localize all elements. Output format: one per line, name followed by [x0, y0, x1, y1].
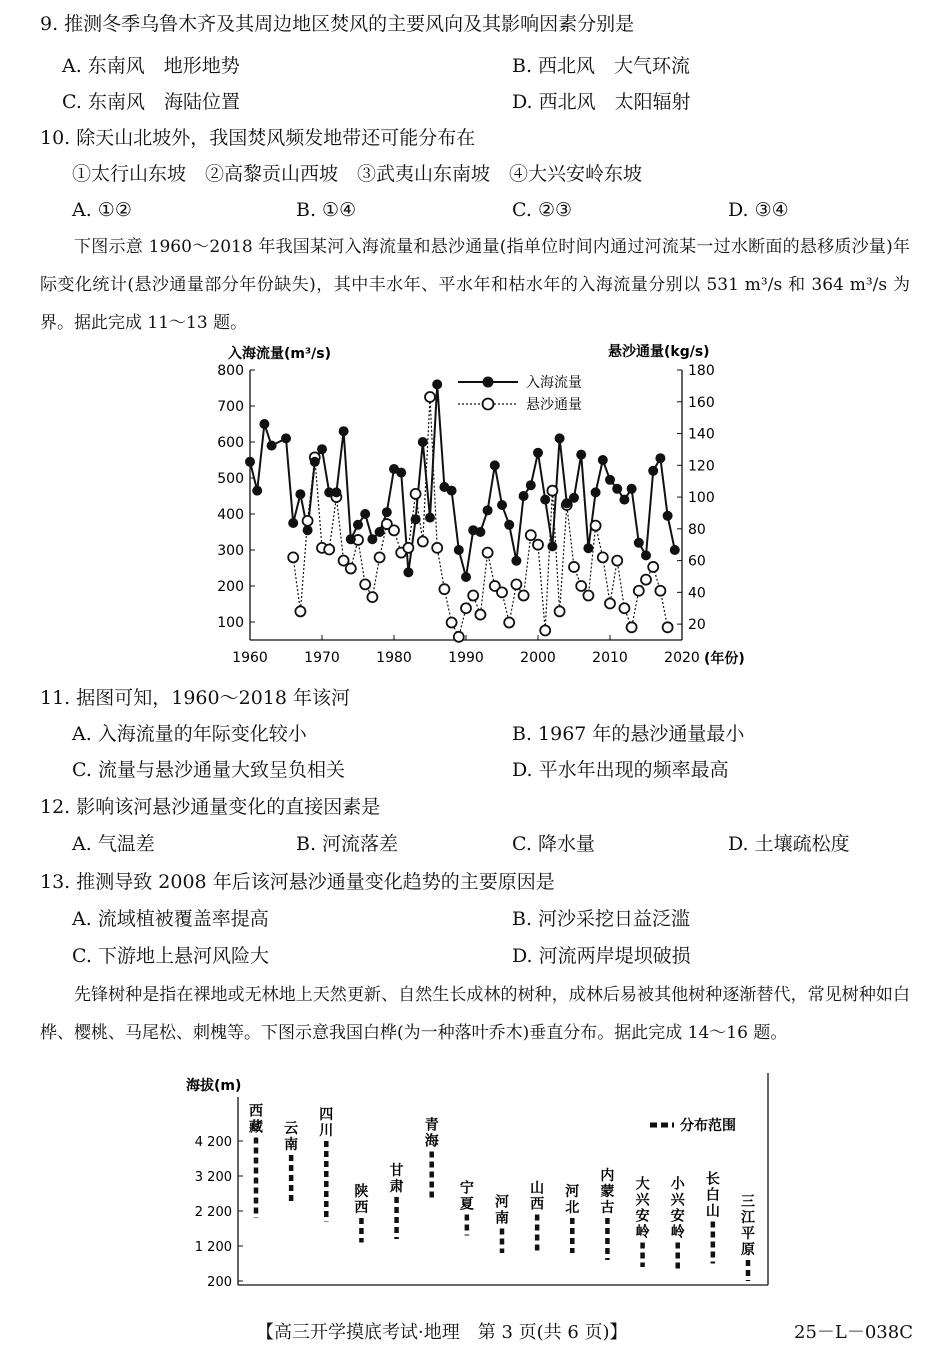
x-tick-label: 2020 — [664, 650, 700, 666]
legend-range-label: 分布范围 — [680, 1118, 736, 1134]
sediment-point — [555, 606, 565, 616]
flow-point — [583, 543, 593, 553]
right-tick-label: 40 — [688, 585, 706, 602]
sediment-point — [360, 579, 370, 589]
chart2-legend — [650, 1117, 736, 1134]
passage-11-13: 下图示意 1960～2018 年我国某河入海流量和悬沙通量(指单位时间内通过河流某一过水断面的悬移质沙量)年际变化统计(悬沙通量部分年份缺失)，其中丰水年、平水年和枯水年的入海流量分别以 531 m³/s 和 364 m³/s 为界。据此完成 11～13 题。 — [40, 237, 910, 333]
right-tick-label: 120 — [688, 458, 715, 475]
sediment-point — [619, 603, 629, 613]
sediment-point — [540, 625, 550, 635]
sediment-point — [295, 606, 305, 616]
q10-option-d[interactable]: D. ③④ — [728, 199, 789, 221]
flow-point — [619, 495, 629, 505]
sediment-point — [454, 632, 464, 642]
q13-option-c[interactable]: C. 下游地上悬河风险大 — [72, 945, 269, 967]
flow-point — [267, 441, 277, 451]
left-tick-label: 600 — [217, 435, 244, 451]
flow-point — [339, 426, 349, 436]
left-tick-label: 400 — [217, 507, 244, 523]
sediment-point — [627, 622, 637, 632]
left-tick-label: 700 — [217, 399, 244, 415]
x-tick-label: 1990 — [448, 650, 484, 666]
right-tick-label: 80 — [688, 521, 706, 538]
birch-distribution-chart — [180, 1073, 770, 1295]
right-tick-label: 100 — [688, 490, 715, 507]
flow-point — [627, 484, 637, 494]
flow-point — [519, 491, 529, 501]
sediment-point — [648, 562, 658, 572]
flow-point — [259, 419, 269, 429]
sediment-point — [569, 562, 579, 572]
sediment-point — [612, 556, 622, 566]
flow-point — [526, 480, 536, 490]
right-tick-label: 180 — [688, 363, 715, 379]
flow-point — [367, 534, 377, 544]
x-unit-label: (年份) — [704, 651, 745, 667]
flow-point — [634, 538, 644, 548]
sediment-point — [439, 584, 449, 594]
flow-point — [547, 541, 557, 551]
sediment-point — [461, 603, 471, 613]
altitude-tick-label: 1 200 — [194, 1240, 232, 1255]
sediment-point — [324, 544, 334, 554]
region-label: 河北 — [565, 1184, 580, 1216]
sediment-point — [411, 489, 421, 499]
flow-point — [504, 520, 514, 530]
q9-option-d[interactable]: D. 西北风 太阳辐射 — [512, 91, 691, 113]
q12-option-d[interactable]: D. 土壤疏松度 — [728, 833, 850, 855]
page-footer: 【高三开学摸底考试·地理 第 3 页(共 6 页)】 — [256, 1322, 628, 1343]
flow-point — [403, 567, 413, 577]
flow-point — [555, 433, 565, 443]
flow-point — [375, 527, 385, 537]
q11-stem: 11. 据图可知，1960～2018 年该河 — [40, 687, 351, 709]
flow-point — [576, 450, 586, 460]
flow-sediment-chart — [200, 340, 760, 670]
q13-stem: 13. 推测导致 2008 年后该河悬沙通量变化趋势的主要原因是 — [40, 871, 555, 893]
left-tick-label: 500 — [217, 471, 244, 487]
flow-point — [483, 505, 493, 515]
flow-point — [331, 487, 341, 497]
altitude-tick-label: 3 200 — [194, 1170, 232, 1185]
region-label: 小兴安岭 — [670, 1176, 685, 1241]
sediment-point — [641, 575, 651, 585]
x-tick-label: 1980 — [376, 650, 412, 666]
region-label: 三江平原 — [741, 1194, 755, 1258]
flow-point — [670, 545, 680, 555]
sediment-point — [403, 543, 413, 553]
q10-option-a[interactable]: A. ①② — [72, 199, 132, 221]
region-label: 陕西 — [354, 1184, 369, 1216]
flow-point — [252, 486, 262, 496]
q12-stem: 12. 影响该河悬沙通量变化的直接因素是 — [40, 796, 381, 818]
flow-point — [432, 379, 442, 389]
flow-point — [655, 453, 665, 463]
sediment-point — [475, 610, 485, 620]
right-tick-label: 20 — [688, 617, 706, 634]
q10-items: ①太行山东坡 ②高黎贡山西坡 ③武夷山东南坡 ④大兴安岭东坡 — [72, 163, 643, 185]
q12-option-b[interactable]: B. 河流落差 — [296, 833, 399, 855]
flow-point — [490, 460, 500, 470]
altitude-axis-title: 海拔(m) — [186, 1078, 242, 1094]
sediment-point — [605, 598, 615, 608]
region-label: 云南 — [284, 1121, 299, 1153]
flow-point — [598, 455, 608, 465]
region-label: 青海 — [424, 1117, 439, 1150]
flow-point — [310, 457, 320, 467]
flow-point — [591, 487, 601, 497]
footer-code: 25－L－038C — [794, 1322, 913, 1343]
sediment-point — [367, 592, 377, 602]
flow-point — [317, 444, 327, 454]
q13-option-b[interactable]: B. 河沙采挖日益泛滥 — [512, 908, 691, 930]
flow-point — [245, 457, 255, 467]
q11-option-c[interactable]: C. 流量与悬沙通量大致呈负相关 — [72, 759, 345, 781]
sediment-point — [483, 548, 493, 558]
x-tick-label: 2000 — [520, 650, 556, 666]
flow-point — [382, 507, 392, 517]
sediment-point — [655, 586, 665, 596]
sediment-point — [583, 591, 593, 601]
sediment-point — [418, 537, 428, 547]
legend-sediment-label: 悬沙通量 — [526, 397, 582, 413]
flow-point — [533, 448, 543, 458]
right-tick-label: 60 — [688, 553, 706, 570]
flow-point — [418, 437, 428, 447]
q9-stem: 9. 推测冬季乌鲁木齐及其周边地区焚风的主要风向及其影响因素分别是 — [40, 13, 635, 35]
flow-point — [295, 489, 305, 499]
sediment-point — [389, 525, 399, 535]
sediment-point — [432, 543, 442, 553]
left-tick-label: 100 — [217, 615, 244, 631]
right-tick-label: 140 — [688, 426, 715, 443]
flow-point — [303, 525, 313, 535]
flow-point — [475, 527, 485, 537]
q10-option-c[interactable]: C. ②③ — [512, 199, 573, 221]
sediment-point — [598, 552, 608, 562]
flow-point — [648, 466, 658, 476]
region-label: 山西 — [530, 1180, 545, 1213]
left-tick-label: 800 — [217, 363, 244, 379]
flow-point — [346, 534, 356, 544]
q10-option-b[interactable]: B. ①④ — [296, 199, 357, 221]
flow-point — [497, 500, 507, 510]
sediment-point — [547, 486, 557, 496]
sediment-point — [288, 552, 298, 562]
sediment-point — [425, 392, 435, 402]
q10-stem: 10. 除天山北坡外，我国焚风频发地带还可能分布在 — [40, 127, 476, 149]
flow-point — [511, 556, 521, 566]
x-tick-label: 1960 — [232, 650, 268, 666]
sediment-point — [591, 521, 601, 531]
flow-point — [461, 572, 471, 582]
region-label: 长白山 — [705, 1171, 720, 1220]
region-label: 河南 — [495, 1194, 509, 1227]
q12-option-a[interactable]: A. 气温差 — [72, 833, 155, 855]
legend-marker-sediment — [483, 399, 494, 410]
flow-point — [540, 495, 550, 505]
flow-point — [411, 514, 421, 524]
left-tick-label: 300 — [217, 543, 244, 559]
region-label: 甘肃 — [389, 1163, 404, 1195]
flow-point — [454, 545, 464, 555]
flow-point — [353, 520, 363, 530]
altitude-tick-label: 4 200 — [194, 1135, 232, 1150]
flow-point — [663, 511, 673, 521]
sediment-point — [468, 591, 478, 601]
legend-flow-label: 入海流量 — [526, 375, 582, 391]
q9-option-a[interactable]: A. 东南风 地形地势 — [62, 55, 240, 77]
left-tick-label: 200 — [217, 579, 244, 595]
q12-option-c[interactable]: C. 降水量 — [512, 833, 595, 855]
flow-point — [569, 493, 579, 503]
x-tick-label: 1970 — [304, 650, 340, 666]
sediment-point — [375, 552, 385, 562]
sediment-point — [526, 530, 536, 540]
flow-point — [612, 484, 622, 494]
q11-option-d[interactable]: D. 平水年出现的频率最高 — [512, 759, 729, 781]
q13-option-a[interactable]: A. 流域植被覆盖率提高 — [72, 908, 269, 930]
sediment-point — [511, 579, 521, 589]
sediment-point — [663, 622, 673, 632]
region-label: 大兴安岭 — [635, 1176, 650, 1241]
region-label: 内蒙古 — [600, 1168, 615, 1216]
q9-option-b[interactable]: B. 西北风 大气环流 — [512, 55, 691, 77]
chart-legend — [458, 374, 582, 413]
sediment-point — [497, 587, 507, 597]
q9-option-c[interactable]: C. 东南风 海陆位置 — [62, 91, 240, 113]
left-axis-title: 入海流量(m³/s) — [228, 346, 331, 362]
right-axis-title: 悬沙通量(kg/s) — [608, 344, 710, 360]
sediment-point — [504, 618, 514, 628]
flow-point — [425, 513, 435, 523]
flow-point — [360, 509, 370, 519]
sediment-point — [447, 618, 457, 628]
q13-option-d[interactable]: D. 河流两岸堤坝破损 — [512, 945, 691, 967]
flow-point — [281, 433, 291, 443]
region-label: 西藏 — [249, 1103, 263, 1136]
flow-point — [641, 550, 651, 560]
x-tick-label: 2010 — [592, 650, 628, 666]
sediment-point — [303, 516, 313, 526]
altitude-tick-label: 200 — [207, 1275, 232, 1290]
flow-point — [288, 518, 298, 528]
passage-14-16: 先锋树种是指在裸地或无林地上天然更新、自然生长成林的树种，成林后易被其他树种逐渐替代，常见树种如白桦、樱桃、马尾松、刺槐等。下图示意我国白桦(为一种落叶乔木)垂直分布。据此完成 14～16 题。 — [40, 985, 910, 1043]
q11-option-b[interactable]: B. 1967 年的悬沙通量最小 — [512, 723, 745, 745]
altitude-tick-label: 2 200 — [194, 1205, 232, 1220]
sediment-point — [346, 564, 356, 574]
sediment-point — [634, 586, 644, 596]
right-tick-label: 160 — [688, 394, 715, 411]
flow-point — [605, 475, 615, 485]
flow-point — [447, 486, 457, 496]
legend-marker-flow — [483, 377, 494, 388]
region-label: 宁夏 — [459, 1180, 474, 1213]
sediment-point — [533, 540, 543, 550]
sediment-point — [576, 581, 586, 591]
q11-option-a[interactable]: A. 入海流量的年际变化较小 — [72, 723, 307, 745]
sediment-point — [519, 591, 529, 601]
region-label: 四川 — [319, 1107, 334, 1139]
flow-point — [396, 468, 406, 478]
